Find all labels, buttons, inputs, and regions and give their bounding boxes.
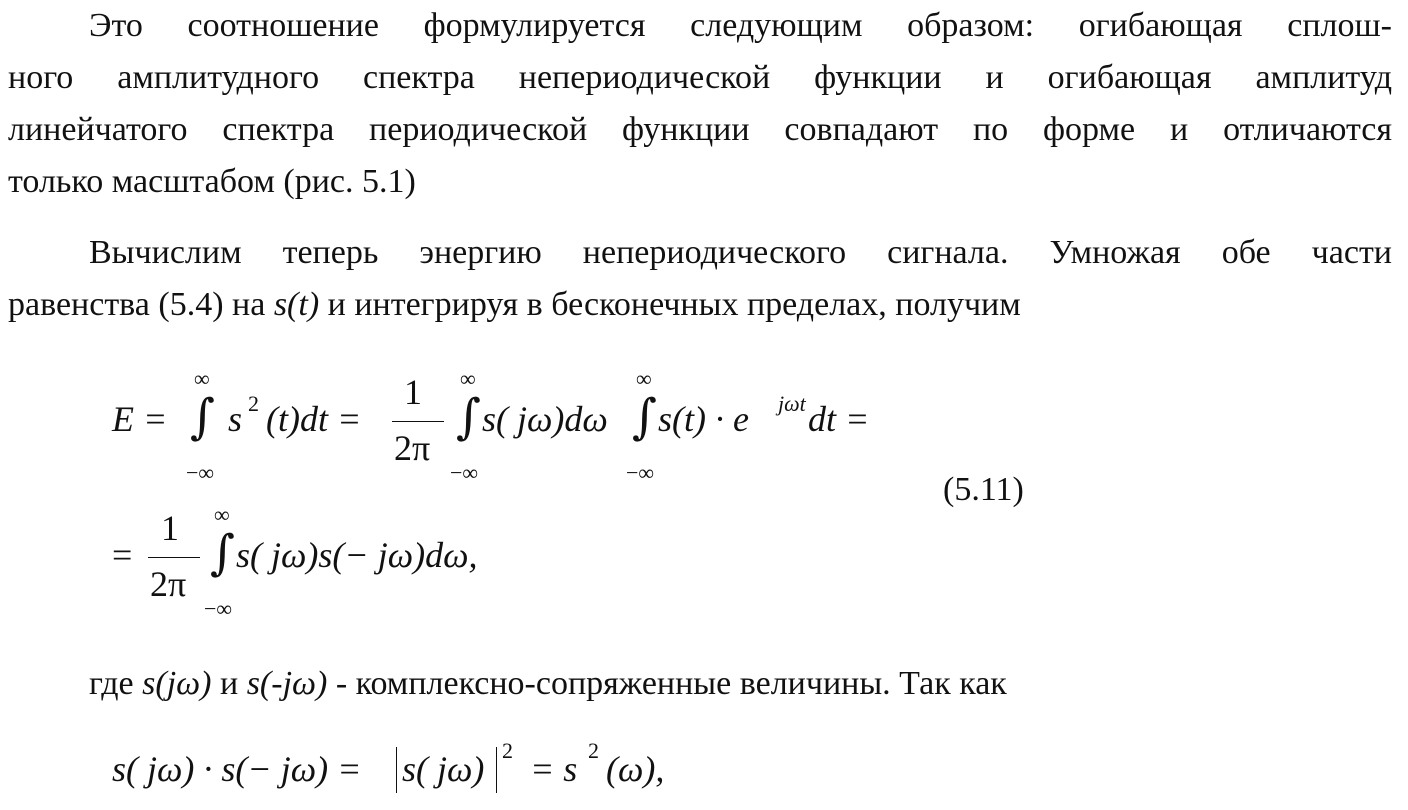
math-s: s: [228, 399, 243, 439]
integral-upper-limit: ∞: [460, 366, 476, 391]
math-integrand: s( jω)s(− jω)dω,: [236, 535, 478, 575]
variable-s-minus-jw: s(-jω): [246, 665, 328, 702]
math-exponent: 2: [588, 738, 599, 763]
math-right-tail: (ω),: [606, 749, 665, 789]
integral-sign: ∫: [190, 389, 216, 445]
text-fragment: где: [89, 665, 143, 702]
math-right-side: = s: [530, 749, 578, 789]
integral-sign: ∫: [456, 389, 482, 445]
math-integrand: (t)dt =: [266, 399, 362, 439]
math-left-side: s( jω) · s(− jω) =: [112, 749, 362, 789]
integral-lower-limit: −∞: [450, 460, 479, 485]
integral-upper-limit: ∞: [194, 366, 210, 391]
math-exponent: 2: [248, 391, 259, 416]
text-line: Это соотношение формулируется следующим образом: огибающая сплош-: [89, 7, 1392, 44]
fraction-denominator: 2π: [150, 564, 187, 604]
integral-lower-limit: −∞: [626, 460, 655, 485]
math-E: E =: [112, 399, 168, 439]
integral-sign: ∫: [210, 525, 236, 581]
math-equals: =: [112, 535, 133, 575]
integral-sign: ∫: [632, 389, 658, 445]
variable-s-jw: s(jω): [142, 665, 212, 702]
abs-bar-left: [396, 747, 397, 793]
text-line: Вычислим теперь энергию непериодического сигнала. Умножая обе части: [89, 234, 1392, 271]
text-fragment: равенства (5.4) на: [8, 286, 274, 323]
fraction-numerator: 1: [404, 372, 422, 412]
math-abs-content: s( jω): [402, 749, 485, 789]
math-integrand: s( jω)dω: [482, 399, 608, 439]
text-fragment: и: [211, 665, 247, 702]
integral-lower-limit: −∞: [186, 460, 215, 485]
math-integrand: s(t) · e: [658, 399, 749, 439]
text-line: линейчатого спектра периодической функции совпадают по форме и отличаются: [8, 111, 1392, 148]
math-exponent: 2: [502, 738, 513, 763]
text-fragment: и интегрируя в бесконечных пределах, получим: [319, 286, 1021, 323]
integral-lower-limit: −∞: [204, 596, 233, 621]
fraction-denominator: 2π: [394, 428, 431, 468]
text-line: ного амплитудного спектра непериодической функции и огибающая амплитуд: [8, 59, 1392, 96]
variable-s-of-t: s(t): [273, 286, 320, 323]
abs-bar-right: [496, 747, 497, 793]
integral-upper-limit: ∞: [636, 366, 652, 391]
fraction-numerator: 1: [161, 508, 179, 548]
text-fragment: - комплексно-сопряженные величины. Так как: [327, 665, 1007, 702]
integral-upper-limit: ∞: [214, 502, 230, 527]
text-line: только масштабом (рис. 5.1): [8, 163, 416, 200]
math-integrand: dt =: [808, 399, 870, 439]
math-exponent: jωt: [778, 391, 806, 416]
equation-number: (5.11): [943, 471, 1024, 508]
